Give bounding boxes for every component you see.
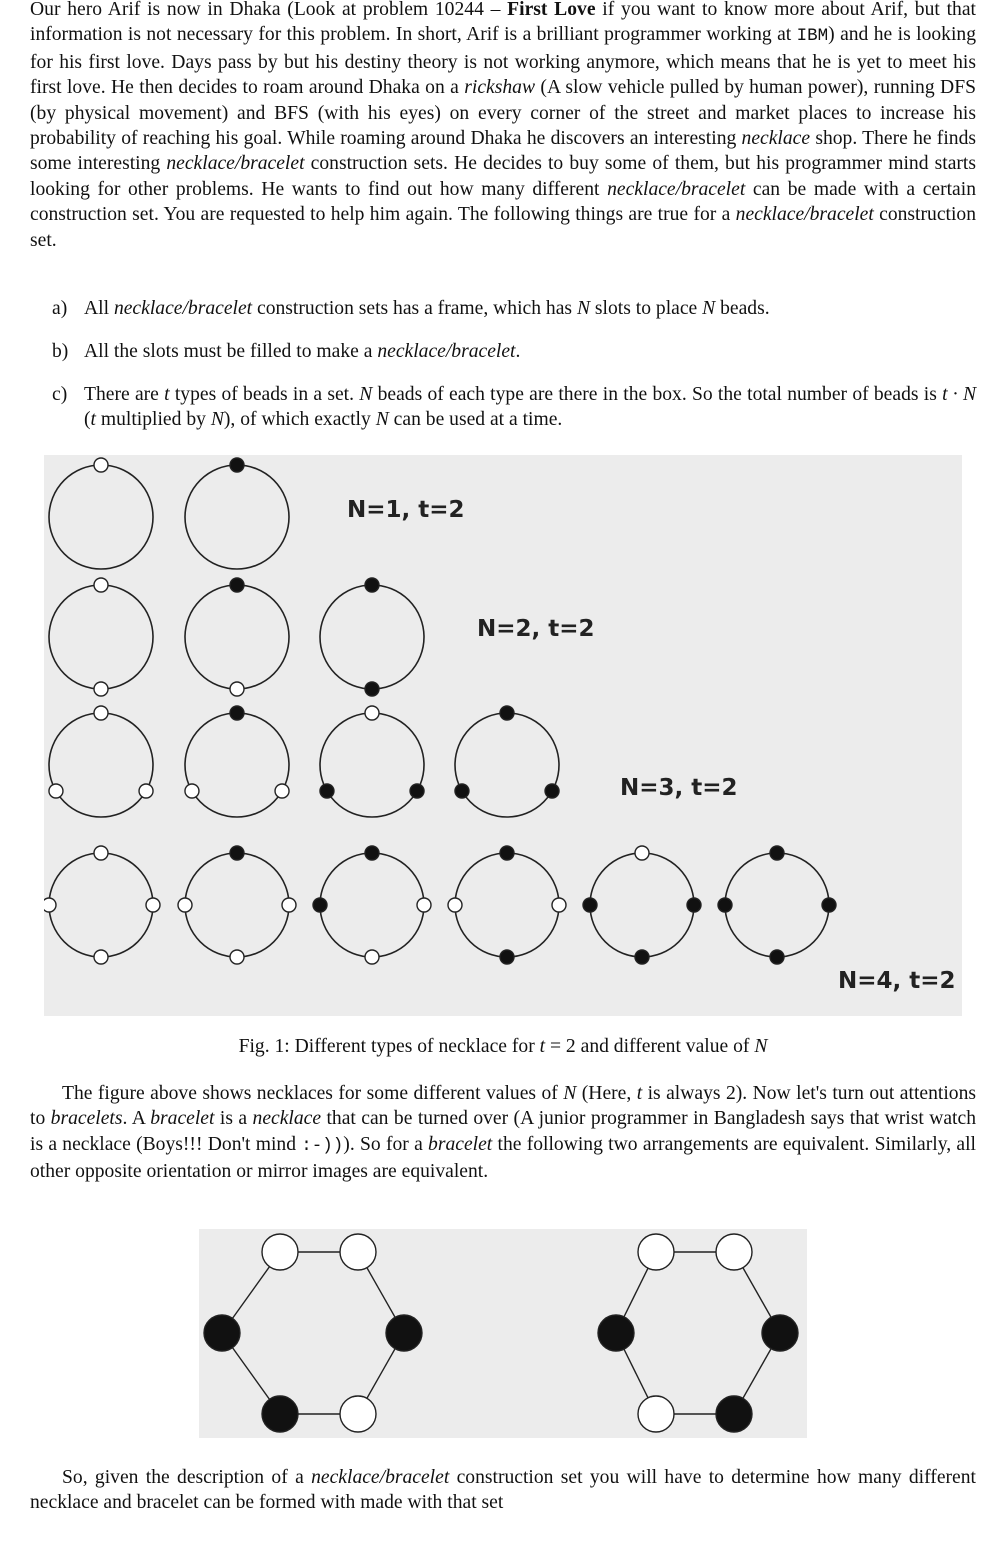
italic-run: t xyxy=(90,409,96,431)
light-bead xyxy=(552,898,566,912)
italic-run: t xyxy=(539,1036,546,1057)
text-run: multiplied by xyxy=(95,409,211,431)
text-run: that can be turned over (A junior programmer in Bangladesh says that wrist watch is a necklace (Boys!!! Don't mind xyxy=(30,1108,976,1155)
figure-1-caption xyxy=(0,1034,1006,1059)
light-bead xyxy=(94,706,108,720)
text-run: Our hero Arif is now in Dhaka (Look at problem 10244 – xyxy=(30,0,508,20)
closing-paragraph xyxy=(30,1465,976,1516)
text-run: All xyxy=(84,298,114,319)
light-bead xyxy=(139,784,153,798)
text-run: construction set you will have to determine how many different necklace and bracelet can be formed with made with that set xyxy=(30,1467,976,1514)
code-run: IBM xyxy=(796,26,829,47)
italic-run: rickshaw xyxy=(464,77,536,99)
text-run: Fig. 1: Different types of necklace for xyxy=(238,1036,540,1057)
dark-bead xyxy=(230,458,244,472)
text-run: ( xyxy=(84,409,91,431)
light-bead xyxy=(94,578,108,592)
text-run: construction sets has a frame, which has xyxy=(252,298,577,319)
necklace-figure xyxy=(44,455,962,1016)
light-bead xyxy=(417,898,431,912)
italic-run: N xyxy=(359,383,373,405)
text-run: types of beads in a set. xyxy=(169,383,360,405)
light-bead xyxy=(638,1396,674,1432)
rule-text xyxy=(84,384,976,430)
light-bead xyxy=(638,1234,674,1270)
necklace-label: N=2, t=2 xyxy=(477,616,595,642)
text-run: the following two arrangements are equivalent. Similarly, all other opposite orientation or mirror images are equivalent. xyxy=(30,1133,976,1183)
light-bead xyxy=(94,458,108,472)
light-bead xyxy=(94,682,108,696)
light-bead xyxy=(230,950,244,964)
text-run: beads of each type are there in the box. So the total number of beads is xyxy=(372,383,943,405)
light-bead xyxy=(44,898,56,912)
italic-run: N xyxy=(576,298,591,319)
dark-bead xyxy=(386,1315,422,1351)
dark-bead xyxy=(716,1396,752,1432)
dark-bead xyxy=(770,846,784,860)
italic-run: t xyxy=(164,383,170,405)
italic-run: N xyxy=(754,1036,768,1057)
light-bead xyxy=(340,1396,376,1432)
dark-bead xyxy=(313,898,327,912)
light-bead xyxy=(178,898,192,912)
text-run: So, given the description of a xyxy=(62,1467,312,1488)
intro-paragraph xyxy=(30,0,976,253)
text-run: . xyxy=(515,341,521,363)
text-run: There are xyxy=(84,383,165,405)
dark-bead xyxy=(262,1396,298,1432)
text-run: (A slow vehicle pulled by human power), running DFS (by physical movement) and BFS (with his eyes) on every corner of the street and market places to increase his probability of reaching his goal. While roaming around Dhaka he discovers an interesting xyxy=(30,77,977,150)
italic-run: necklace/bracelet xyxy=(377,341,516,363)
dark-bead xyxy=(500,846,514,860)
light-bead xyxy=(448,898,462,912)
bracelet-figure xyxy=(199,1229,807,1438)
figure-background xyxy=(44,455,962,1016)
necklace-label: N=1, t=2 xyxy=(347,497,465,523)
rule-item xyxy=(52,339,976,364)
light-bead xyxy=(185,784,199,798)
dark-bead xyxy=(230,706,244,720)
dark-bead xyxy=(718,898,732,912)
dark-bead xyxy=(365,846,379,860)
dark-bead xyxy=(455,784,469,798)
light-bead xyxy=(275,784,289,798)
italic-run: bracelets xyxy=(50,1108,123,1130)
dark-bead xyxy=(598,1315,634,1351)
dark-bead xyxy=(230,578,244,592)
italic-run: t xyxy=(636,1083,643,1104)
light-bead xyxy=(230,682,244,696)
dark-bead xyxy=(583,898,597,912)
dark-bead xyxy=(500,950,514,964)
light-bead xyxy=(365,950,379,964)
dark-bead xyxy=(822,898,836,912)
text-run: is always 2). Now let's turn out attentions to xyxy=(30,1083,976,1130)
rule-label: a) xyxy=(52,298,68,319)
text-run: The figure above shows necklaces for some different values of xyxy=(62,1083,564,1104)
rule-text xyxy=(84,298,770,319)
text-run: ), of which exactly xyxy=(223,409,376,431)
dark-bead xyxy=(687,898,701,912)
text-run: construction set. xyxy=(30,204,976,251)
light-bead xyxy=(716,1234,752,1270)
italic-run: necklace/bracelet xyxy=(166,153,305,175)
dark-bead xyxy=(410,784,424,798)
text-run: shop. There he finds some interesting xyxy=(30,128,976,175)
light-bead xyxy=(635,846,649,860)
light-bead xyxy=(146,898,160,912)
dark-bead xyxy=(545,784,559,798)
dark-bead xyxy=(230,846,244,860)
italic-run: N xyxy=(563,1083,577,1104)
italic-run: bracelet xyxy=(428,1133,493,1155)
text-run: All the slots must be filled to make a xyxy=(84,341,378,363)
italic-run: bracelet xyxy=(150,1108,215,1130)
italic-run: necklace/bracelet xyxy=(735,204,874,226)
italic-run: necklace xyxy=(252,1108,322,1130)
light-bead xyxy=(340,1234,376,1270)
text-run: ) and he is looking for his first love. Days pass by but his destiny theory is not working anymore, which means that he is yet to meet his first love. He then decides to roam around Dhaka on a xyxy=(30,24,976,99)
rules-list xyxy=(52,296,976,433)
light-bead xyxy=(365,706,379,720)
rule-item xyxy=(52,296,976,321)
text-run: slots to place xyxy=(590,298,703,319)
light-bead xyxy=(49,784,63,798)
italic-run: t · N xyxy=(942,383,977,405)
dark-bead xyxy=(320,784,334,798)
dark-bead xyxy=(762,1315,798,1351)
italic-run: N xyxy=(702,298,716,319)
italic-run: necklace/bracelet xyxy=(311,1467,450,1488)
dark-bead xyxy=(365,682,379,696)
bold-run: First Love xyxy=(507,0,596,20)
light-bead xyxy=(94,950,108,964)
necklace-label: N=4, t=2 xyxy=(838,968,956,994)
text-run: construction sets. He decides to buy some of them, but his programmer mind starts looking for other problems. He wants to find out how many different xyxy=(30,153,976,200)
light-bead xyxy=(262,1234,298,1270)
text-run: (Here, xyxy=(576,1083,637,1104)
dark-bead xyxy=(365,578,379,592)
italic-run: necklace/bracelet xyxy=(607,178,746,200)
light-bead xyxy=(282,898,296,912)
text-run: can be made with a certain construction set. You are requested to help him again. The following things are true for a xyxy=(30,178,976,226)
light-bead xyxy=(94,846,108,860)
italic-run: necklace xyxy=(741,128,811,150)
italic-run: N xyxy=(375,409,389,431)
code-run: :-)) xyxy=(301,1135,344,1156)
text-run: if you want to know more about Arif, but that information is not necessary for this problem. In short, Arif is a brilliant programmer working at xyxy=(30,0,976,46)
necklace-label: N=3, t=2 xyxy=(620,775,738,801)
italic-run: necklace/bracelet xyxy=(113,298,253,319)
bracelet-paragraph xyxy=(30,1081,976,1185)
rule-text xyxy=(84,341,520,362)
text-run: is a xyxy=(214,1108,253,1130)
dark-bead xyxy=(204,1315,240,1351)
rule-item xyxy=(52,382,976,433)
text-run: . A xyxy=(122,1108,151,1130)
dark-bead xyxy=(770,950,784,964)
text-run: can be used at a time. xyxy=(388,409,563,431)
text-run: beads. xyxy=(715,298,770,319)
italic-run: N xyxy=(210,409,224,431)
rule-label: c) xyxy=(52,383,68,405)
dark-bead xyxy=(500,706,514,720)
text-run: ). So for a xyxy=(343,1133,429,1155)
dark-bead xyxy=(635,950,649,964)
rule-label: b) xyxy=(52,341,69,363)
text-run: = 2 and different value of xyxy=(545,1036,755,1057)
